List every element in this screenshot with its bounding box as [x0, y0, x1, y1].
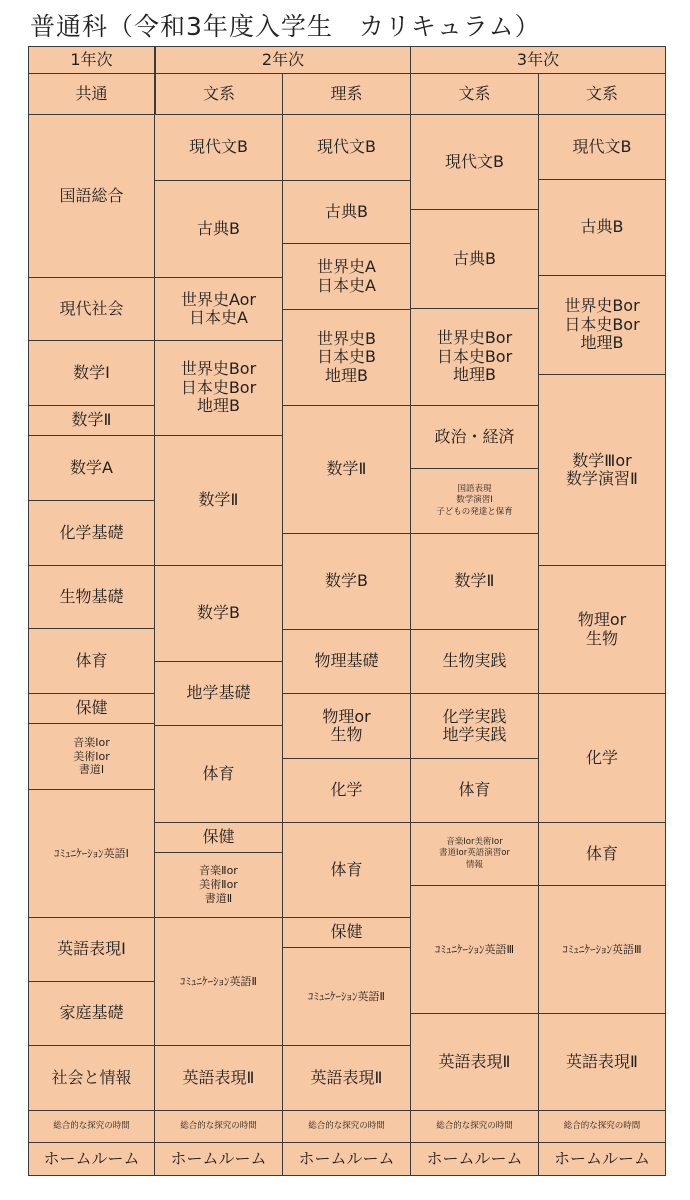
subject-butsuri-kiso: 物理基礎: [282, 629, 411, 694]
header-y3-col2: 文系: [538, 73, 666, 115]
subject-homeroom: ホームルーム: [154, 1142, 283, 1176]
subject-koten: 古典B: [282, 180, 411, 244]
subject-seibutsu-jissen: 生物実践: [410, 629, 539, 694]
subject-sogo: 総合的な探究の時間: [410, 1110, 539, 1143]
subject-sogo: 総合的な探究の時間: [282, 1110, 411, 1143]
subject-hoken: 保健: [282, 917, 411, 948]
subject-kokugo-sogo: 国語総合: [28, 114, 155, 278]
subject-kagaku-jissen: 化学実践 地学実践: [410, 693, 539, 759]
subject-gendaibun: 現代文B: [410, 114, 539, 210]
subject-homeroom: ホームルーム: [282, 1142, 411, 1176]
subject-sugakuB: 数学B: [154, 565, 283, 662]
subject-kagaku: 化学: [538, 693, 666, 823]
subject-homeroom: ホームルーム: [28, 1142, 155, 1176]
subject-geijutsu: 音楽Ⅰor 美術Ⅰor 書道Ⅰ: [28, 723, 155, 790]
subject-sugakuA: 数学A: [28, 435, 155, 501]
subject-taiiku: 体育: [282, 822, 411, 918]
subject-sekaishi-a: 世界史A 日本史A: [282, 243, 411, 310]
subject-taiiku: 体育: [28, 628, 155, 694]
subject-sekaishi-b: 世界史Bor 日本史Bor 地理B: [410, 308, 539, 406]
subject-geijutsu: 音楽Ⅰor美術Ⅰor 書道Ⅰor英語演習or 情報: [410, 822, 539, 886]
header-year2: 2年次: [155, 46, 411, 74]
subject-sugaku2: 数学Ⅱ: [28, 405, 155, 436]
subject-sugaku2: 数学Ⅱ: [410, 533, 539, 630]
subject-comm-eigo: ｺﾐｭﾆｹｰｼｮﾝ英語Ⅲ: [538, 885, 666, 1014]
subject-sentaku: 国語表現 数学演習Ⅰ 子どもの発達と保育: [410, 468, 539, 534]
header-y3-col1: 文系: [410, 73, 539, 115]
subject-taiiku: 体育: [538, 822, 666, 886]
header-y2-rikei: 理系: [282, 73, 411, 115]
subject-eigo-hyogen: 英語表現Ⅱ: [154, 1045, 283, 1111]
subject-gendaibun: 現代文B: [282, 114, 411, 181]
subject-sugaku2: 数学Ⅱ: [282, 405, 411, 534]
subject-kagaku-kiso: 化学基礎: [28, 500, 155, 566]
subject-comm-eigo: ｺﾐｭﾆｹｰｼｮﾝ英語Ⅰ: [28, 789, 155, 918]
subject-gendaibun: 現代文B: [538, 114, 666, 180]
subject-koten: 古典B: [154, 180, 283, 278]
header-year1: 1年次: [28, 46, 155, 74]
subject-sugaku3: 数学Ⅲor 数学演習Ⅱ: [538, 374, 666, 566]
subject-sogo: 総合的な探究の時間: [154, 1110, 283, 1143]
header-common: 共通: [28, 73, 155, 115]
subject-taiiku: 体育: [410, 758, 539, 823]
subject-comm-eigo: ｺﾐｭﾆｹｰｼｮﾝ英語Ⅱ: [154, 917, 283, 1046]
subject-shakai-joho: 社会と情報: [28, 1045, 155, 1111]
subject-comm-eigo: ｺﾐｭﾆｹｰｼｮﾝ英語Ⅱ: [282, 947, 411, 1046]
subject-hoken: 保健: [28, 693, 155, 724]
page-title: 普通科（令和3年度入学生 カリキュラム）: [30, 12, 541, 41]
subject-sugakuB: 数学B: [282, 533, 411, 630]
subject-sekaishi-b: 世界史B 日本史B 地理B: [282, 309, 411, 406]
subject-sugaku1: 数学Ⅰ: [28, 340, 155, 406]
subject-geijutsu: 音楽Ⅱor 美術Ⅱor 書道Ⅱ: [154, 852, 283, 918]
curriculum-table: [28, 46, 662, 1176]
subject-homeroom: ホームルーム: [410, 1142, 539, 1176]
subject-butsuri-or-seibutsu: 物理or 生物: [282, 693, 411, 759]
subject-chigaku-kiso: 地学基礎: [154, 661, 283, 726]
subject-eigo-hyogen: 英語表現Ⅱ: [282, 1045, 411, 1111]
subject-gendai-shakai: 現代社会: [28, 277, 155, 341]
subject-seiji-keizai: 政治・経済: [410, 405, 539, 469]
header-y2-bunkei: 文系: [155, 73, 283, 115]
subject-sogo: 総合的な探究の時間: [28, 1110, 155, 1143]
subject-hoken: 保健: [154, 822, 283, 853]
subject-eigo-hyogen: 英語表現Ⅰ: [28, 917, 155, 982]
subject-koten: 古典B: [538, 179, 666, 276]
subject-seibutsu-kiso: 生物基礎: [28, 565, 155, 629]
subject-eigo-hyogen: 英語表現Ⅱ: [410, 1013, 539, 1111]
subject-sekaishi-b: 世界史Bor 日本史Bor 地理B: [538, 275, 666, 375]
subject-katei-kiso: 家庭基礎: [28, 981, 155, 1046]
subject-koten: 古典B: [410, 209, 539, 309]
subject-homeroom: ホームルーム: [538, 1142, 666, 1176]
subject-sugaku2: 数学Ⅱ: [154, 435, 283, 566]
subject-butsuri-or-seibutsu: 物理or 生物: [538, 565, 666, 694]
header-year3: 3年次: [410, 46, 666, 74]
subject-kagaku: 化学: [282, 758, 411, 823]
subject-taiiku: 体育: [154, 725, 283, 823]
subject-gendaibun: 現代文B: [154, 114, 283, 181]
subject-eigo-hyogen: 英語表現Ⅱ: [538, 1013, 666, 1111]
subject-comm-eigo: ｺﾐｭﾆｹｰｼｮﾝ英語Ⅲ: [410, 885, 539, 1014]
subject-sekaishi-a: 世界史Aor 日本史A: [154, 277, 283, 341]
subject-sekaishi-b: 世界史Bor 日本史Bor 地理B: [154, 340, 283, 436]
subject-sogo: 総合的な探究の時間: [538, 1110, 666, 1143]
